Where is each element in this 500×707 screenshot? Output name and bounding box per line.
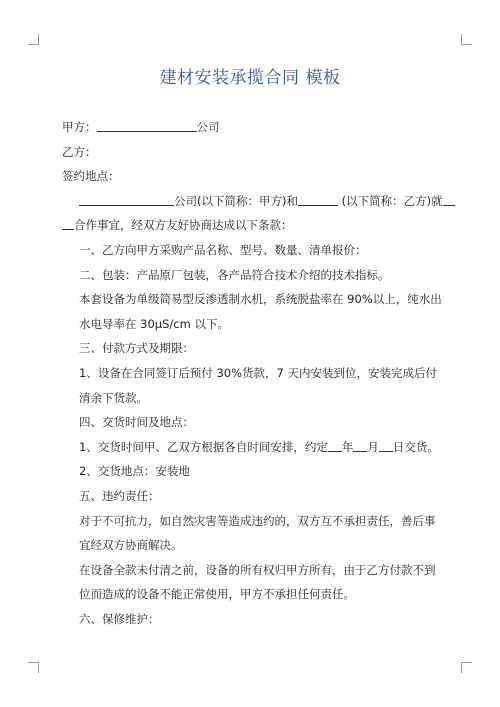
document-body [62, 115, 442, 631]
force-majeure-paragraph: 对于不可抗力，如自然灾害等造成违约的，双方互不承担责任，善后事宜经双方协商解决。 [79, 513, 436, 553]
month-blank [353, 439, 367, 452]
delivery-time-text: 1、交货时间甲、乙双方根据各自时间安排，约定 [79, 439, 328, 454]
document-title: 建材安装承揽合同 模板 [159, 68, 341, 88]
equipment-paragraph: 本套设备为单级简易型反渗透制水机，系统脱盐率在 90%以上，纯水出水电导率在 30μS/cm 以下。 [79, 292, 442, 331]
preamble-part-2: (以下简称：乙方)就 [341, 193, 443, 208]
ownership-paragraph: 在设备全款未付清之前，设备的所有权归甲方所有，由于乙方付款不到位而造成的设备不能正常使用，甲方不承担任何责任。 [79, 562, 436, 602]
preamble-line-1 [62, 189, 442, 214]
section-6-heading: 六、保修维护： [79, 611, 160, 626]
party-a-label: 甲方： [62, 120, 97, 134]
month-label: 月 [367, 439, 379, 454]
delivery-place-line: 2、交货地点：安装地 [79, 464, 190, 479]
preamble-part-3: 合作事宜，经双方友好协商达成以下条款： [74, 218, 293, 233]
crop-mark-top-right [461, 34, 472, 45]
party-b-name-blank [298, 193, 338, 206]
subject-blank-a [443, 193, 455, 206]
day-blank [379, 439, 393, 452]
company-blank [79, 193, 174, 206]
section-3-heading: 三、付款方式及期限： [79, 341, 194, 356]
section-5-heading: 五、违约责任： [79, 488, 160, 503]
party-a-blank [97, 119, 197, 132]
payment-paragraph: 1、设备在合同签订后预付 30%货款，7 天内安装到位，安装完成后付清余下货款。 [79, 365, 438, 405]
party-b-line [62, 140, 442, 165]
crop-mark-bottom-right [461, 662, 472, 673]
delivery-time-line [62, 435, 442, 460]
subject-blank-b [62, 217, 74, 230]
section-4-heading: 四、交货时间及地点： [79, 415, 194, 430]
preamble-part-1: 公司(以下简称：甲方)和 [174, 193, 298, 208]
location-line [62, 164, 442, 189]
location-label: 签约地点： [62, 169, 120, 184]
year-label: 年 [341, 439, 354, 454]
section-2-heading: 二、包装：产品原厂包装，各产品符合技术介绍的技术指标。 [79, 267, 390, 282]
day-label: 日交货。 [392, 439, 439, 454]
year-blank [328, 439, 342, 452]
section-1-heading: 一、乙方向甲方采购产品名称、型号、数量、清单报价： [79, 242, 367, 257]
preamble-line-2 [62, 213, 442, 238]
crop-mark-top-left [28, 34, 39, 45]
party-a-line [62, 115, 442, 140]
crop-mark-bottom-left [28, 662, 39, 673]
party-a-suffix: 公司 [196, 120, 220, 134]
party-b-label: 乙方： [62, 144, 97, 159]
